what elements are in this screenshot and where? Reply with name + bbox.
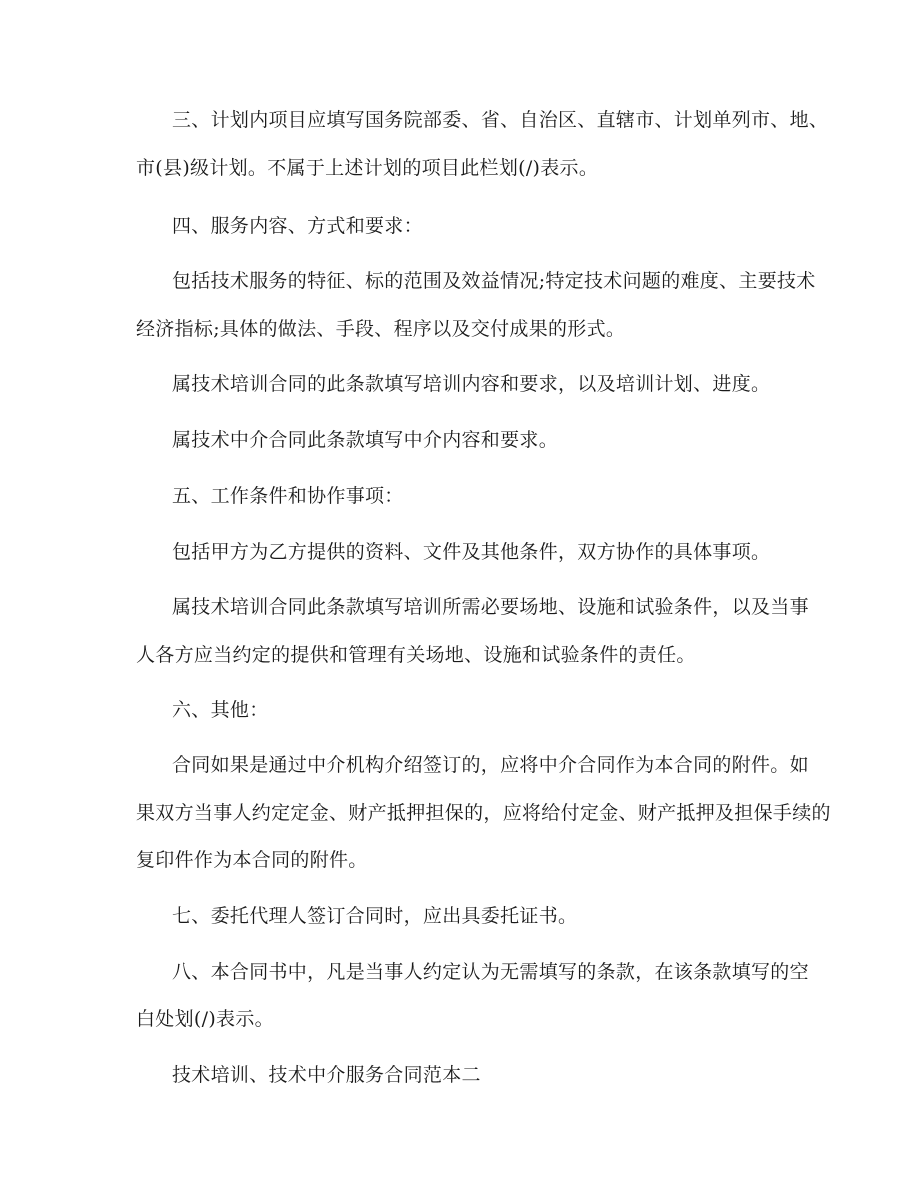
section-heading: 四、服务内容、方式和要求：	[172, 215, 423, 237]
paragraph-line: 白处划(/)表示。	[136, 1008, 274, 1030]
section-heading: 五、工作条件和协作事项：	[172, 485, 404, 507]
paragraph-line: 八、本合同书中，凡是当事人约定认为无需填写的条款，在该条款填写的空	[172, 961, 809, 983]
paragraph-line: 属技术培训合同的此条款填写培训内容和要求，以及培训计划、进度。	[172, 373, 771, 395]
paragraph-line: 属技术培训合同此条款填写培训所需必要场地、设施和试验条件，以及当事	[172, 596, 809, 618]
paragraph-line: 经济指标;具体的做法、手段、程序以及交付成果的形式。	[136, 318, 626, 340]
paragraph-line: 七、委托代理人签订合同时，应出具委托证书。	[172, 905, 578, 927]
paragraph-line: 包括技术服务的特征、标的范围及效益情况;特定技术问题的难度、主要技术	[172, 270, 816, 292]
paragraph-line: 包括甲方为乙方提供的资料、文件及其他条件，双方协作的具体事项。	[172, 541, 771, 563]
paragraph-line: 果双方当事人约定定金、财产抵押担保的，应将给付定金、财产抵押及担保手续的	[136, 802, 831, 824]
paragraph-line: 属技术中介合同此条款填写中介内容和要求。	[172, 429, 559, 451]
paragraph-line: 三、计划内项目应填写国务院部委、省、自治区、直辖市、计划单列市、地、	[172, 109, 829, 131]
paragraph-line: 人各方应当约定的提供和管理有关场地、设施和试验条件的责任。	[136, 644, 696, 666]
section-title: 技术培训、技术中介服务合同范本二	[172, 1064, 481, 1086]
paragraph-line: 市(县)级计划。不属于上述计划的项目此栏划(/)表示。	[136, 157, 599, 179]
paragraph-line: 合同如果是通过中介机构介绍签订的，应将中介合同作为本合同的附件。如	[172, 754, 809, 776]
paragraph-line: 复印件作为本合同的附件。	[136, 849, 368, 871]
section-heading: 六、其他：	[172, 699, 269, 721]
